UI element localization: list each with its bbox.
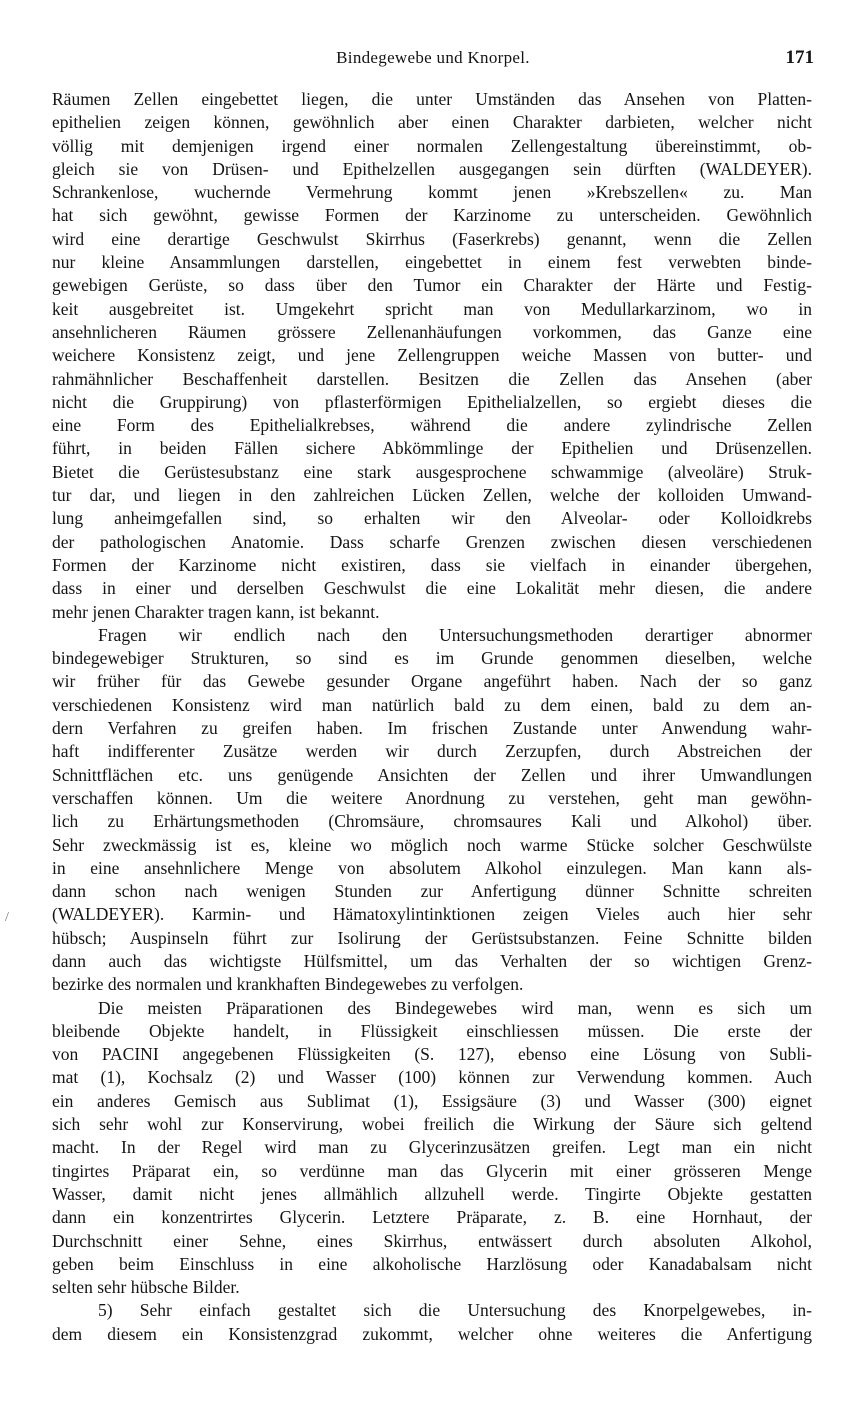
text-line: keit ausgebreitet ist. Umgekehrt spricht man von Medullarkarzinom, wo in	[52, 298, 812, 319]
text-line: dann schon nach wenigen Stunden zur Anfertigung dünner Schnitte schreiten	[52, 881, 812, 902]
text-line: 5) Sehr einfach gestaltet sich die Untersuchung des Knorpelgewebes, in-	[98, 1300, 812, 1321]
text-line: ansehnlicheren Räumen grössere Zellenanhäufungen vorkommen, das Ganze eine	[52, 321, 812, 342]
text-line: von PACINI angegebenen Flüssigkeiten (S. 127), ebenso eine Lösung von Subli-	[52, 1044, 812, 1065]
text-line: dann ein konzentrirtes Glycerin. Letztere Präparate, z. B. eine Hornhaut, der	[52, 1207, 812, 1228]
text-line: führt, in beiden Fällen sichere Abkömmlinge der Epithelien und Drüsenzellen.	[52, 438, 812, 459]
text-line: Fragen wir endlich nach den Untersuchungsmethoden derartiger abnormer	[98, 624, 812, 645]
text-line: dann auch das wichtigste Hülfsmittel, um das Verhalten der so wichtigen Grenz-	[52, 950, 812, 971]
text-line: hübsch; Auspinseln führt zur Isolirung der Gerüstsubstanzen. Feine Schnitte bilden	[52, 927, 812, 948]
margin-mark: /	[5, 910, 9, 925]
text-line: selten sehr hübsche Bilder.	[52, 1277, 240, 1298]
text-line: in eine ansehnlichere Menge von absolutem Alkohol einzulegen. Man kann als-	[52, 857, 812, 878]
text-line: weichere Konsistenz zeigt, und jene Zellengruppen weiche Massen von butter- und	[52, 345, 812, 366]
text-line: Schrankenlose, wuchernde Vermehrung kommt jenen »Krebszellen« zu. Man	[52, 182, 812, 203]
text-line: dern Verfahren zu greifen haben. Im frischen Zustande unter Anwendung wahr-	[52, 718, 812, 739]
text-line: völlig mit demjenigen irgend einer normalen Zellengestaltung übereinstimmt, ob-	[52, 135, 812, 156]
text-line: tingirtes Präparat ein, so verdünne man das Glycerin mit einer grösseren Menge	[52, 1160, 812, 1181]
text-line: bleibende Objekte handelt, in Flüssigkeit einschliessen müssen. Die erste der	[52, 1020, 812, 1041]
text-line: haft indifferenter Zusätze werden wir durch Zerzupfen, durch Abstreichen der	[52, 741, 812, 762]
text-line: lich zu Erhärtungsmethoden (Chromsäure, chromsaures Kali und Alkohol) über.	[52, 811, 812, 832]
text-line: mat (1), Kochsalz (2) und Wasser (100) können zur Verwendung kommen. Auch	[52, 1067, 812, 1088]
text-line: dem diesem ein Konsistenzgrad zukommt, welcher ohne weiteres die Anfertigung	[52, 1323, 812, 1344]
text-line: nicht die Gruppirung) von pflasterförmigen Epithelialzellen, so ergiebt dieses die	[52, 391, 812, 412]
text-line: tur dar, und liegen in den zahlreichen Lücken Zellen, welche der kolloiden Umwand-	[52, 485, 812, 506]
text-line: Bietet die Gerüstesubstanz eine stark ausgesprochene schwammige (alveoläre) Struk-	[52, 461, 812, 482]
text-line: Sehr zweckmässig ist es, kleine wo möglich noch warme Stücke solcher Geschwülste	[52, 834, 812, 855]
text-line: mehr jenen Charakter tragen kann, ist bekannt.	[52, 601, 380, 622]
text-line: (WALDEYER). Karmin- und Hämatoxylintinktionen zeigen Vieles auch hier sehr	[52, 904, 812, 925]
text-line: nur kleine Ansammlungen darstellen, eingebettet in einem fest verwebten binde-	[52, 252, 812, 273]
page-header	[52, 48, 814, 74]
text-line: Räumen Zellen eingebettet liegen, die unter Umständen das Ansehen von Platten-	[52, 89, 812, 109]
text-line: gewebigen Gerüste, so dass über den Tumor ein Charakter der Härte und Festig-	[52, 275, 812, 296]
text-line: bezirke des normalen und krankhaften Bindegewebes zu verfolgen.	[52, 974, 524, 995]
text-line: Die meisten Präparationen des Bindegewebes wird man, wenn es sich um	[98, 997, 812, 1018]
text-line: sich sehr wohl zur Konservirung, wobei freilich die Wirkung der Säure sich geltend	[52, 1114, 812, 1135]
text-line: epithelien zeigen können, gewöhnlich aber einen Charakter darbieten, welcher nicht	[52, 112, 812, 133]
text-line: eine Form des Epithelialkrebses, während die andere zylindrische Zellen	[52, 415, 812, 436]
page-number: 171	[785, 47, 814, 68]
text-line: hat sich gewöhnt, gewisse Formen der Karzinome zu unterscheiden. Gewöhnlich	[52, 205, 812, 226]
text-line: macht. In der Regel wird man zu Glycerinzusätzen greifen. Legt man ein nicht	[52, 1137, 812, 1158]
text-line: bindegewebiger Strukturen, so sind es im Grunde genommen dieselben, welche	[52, 648, 812, 669]
text-line: wir früher für das Gewebe gesunder Organe angeführt haben. Nach der so ganz	[52, 671, 812, 692]
text-line: lung anheimgefallen sind, so erhalten wir den Alveolar- oder Kolloidkrebs	[52, 508, 812, 529]
text-line: Schnittflächen etc. uns genügende Ansichten der Zellen und ihrer Umwandlungen	[52, 764, 812, 785]
running-title: Bindegewebe und Knorpel.	[336, 48, 530, 67]
text-line: dass in einer und derselben Geschwulst die eine Lokalität mehr diesen, die andere	[52, 578, 812, 599]
text-line: geben beim Einschluss in eine alkoholische Harzlösung oder Kanadabalsam nicht	[52, 1253, 812, 1274]
text-line: Durchschnitt einer Sehne, eines Skirrhus, entwässert durch absoluten Alkohol,	[52, 1230, 812, 1251]
text-line: der pathologischen Anatomie. Dass scharfe Grenzen zwischen diesen verschiedenen	[52, 531, 812, 552]
text-line: verschaffen können. Um die weitere Anordnung zu verstehen, geht man gewöhn-	[52, 787, 812, 808]
text-line: Wasser, damit nicht jenes allmählich allzuhell werde. Tingirte Objekte gestatten	[52, 1183, 812, 1204]
text-line: Formen der Karzinome nicht existiren, dass sie vielfach in einander übergehen,	[52, 554, 812, 575]
body-text	[52, 88, 812, 1346]
text-line: wird eine derartige Geschwulst Skirrhus (Faserkrebs) genannt, wenn die Zellen	[52, 228, 812, 249]
text-line: gleich sie von Drüsen- und Epithelzellen ausgegangen sein dürften (WALDEYER).	[52, 158, 812, 179]
text-line: rahmähnlicher Beschaffenheit darstellen. Besitzen die Zellen das Ansehen (aber	[52, 368, 812, 389]
text-line: verschiedenen Konsistenz wird man natürlich bald zu dem einen, bald zu dem an-	[52, 694, 812, 715]
text-line: ein anderes Gemisch aus Sublimat (1), Essigsäure (3) und Wasser (300) eignet	[52, 1090, 812, 1111]
